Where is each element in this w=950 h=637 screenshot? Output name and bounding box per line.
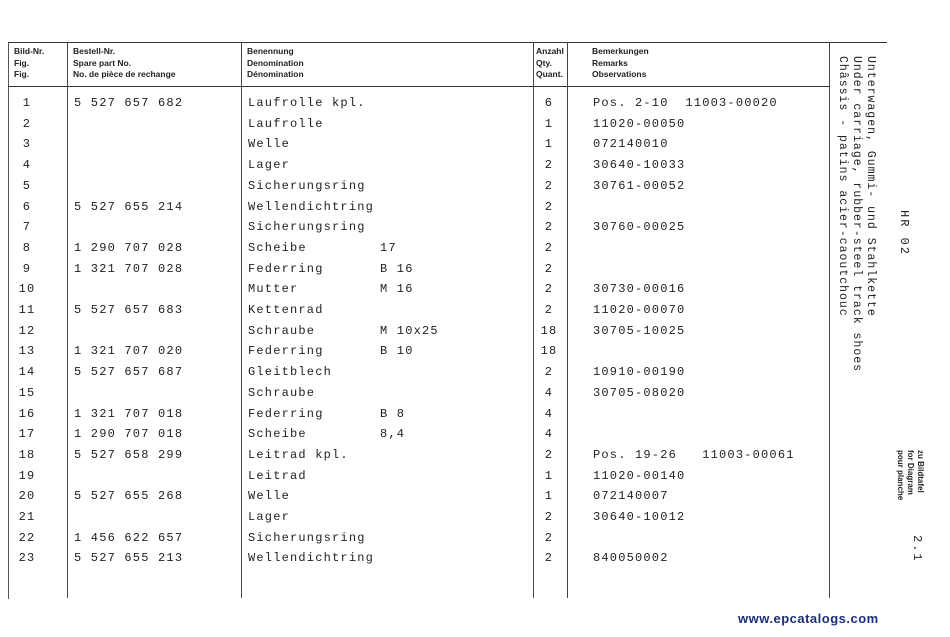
table-row: [0, 551, 830, 571]
table-row: [0, 241, 830, 261]
table-row: [0, 386, 830, 406]
fig-number: 2: [22, 116, 32, 131]
remark: 30705-08020: [593, 385, 686, 400]
fig-number: 1: [22, 96, 32, 110]
fig-number: 8: [22, 240, 32, 255]
section-title: Unterwagen, Gummi- und Stahlkette Under carriage, rubber-steel track shoes Châssis - patins acier-caoutchouc: [836, 56, 877, 373]
denomination: Sicherungsring: [248, 530, 366, 545]
quantity: 4: [544, 385, 554, 400]
part-number: 1 290 707 018: [74, 427, 184, 442]
remark: 072140010: [593, 137, 669, 152]
quantity: 1: [544, 468, 554, 483]
denomination: Schraube: [248, 323, 316, 338]
quantity: 2: [544, 551, 554, 566]
part-number: 5 527 655 214: [74, 199, 184, 214]
part-number: 5 527 658 299: [74, 447, 184, 462]
table-row: [0, 489, 830, 509]
part-number: 5 527 655 268: [74, 489, 184, 504]
quantity: 2: [544, 158, 554, 173]
fig-number: 20: [18, 489, 36, 504]
diagram-number: 2.1: [910, 535, 924, 563]
table-row: [0, 282, 830, 302]
denomination: Gleitblech: [248, 365, 333, 380]
size-spec: B 8: [380, 406, 406, 421]
size-spec: M 10x25: [380, 323, 439, 338]
diagram-label: zu Bildtafel for Diagram pour planche: [896, 450, 925, 501]
fig-number: 12: [18, 323, 36, 338]
denomination: Wellendichtring: [248, 551, 375, 566]
part-number: 5 527 657 687: [74, 365, 184, 380]
table-row: [0, 531, 830, 551]
remark: 10910-00190: [593, 365, 686, 380]
quantity: 1: [544, 137, 554, 152]
quantity: 2: [544, 261, 554, 276]
table-row: [0, 448, 830, 468]
denomination: Federring: [248, 406, 324, 421]
remark: 30730-00016: [593, 282, 686, 297]
size-spec: M 16: [380, 282, 414, 297]
quantity: 2: [544, 178, 554, 193]
quantity: 2: [544, 282, 554, 297]
denomination: Schraube: [248, 385, 316, 400]
fig-number: 22: [18, 530, 36, 545]
quantity: 6: [544, 96, 554, 110]
fig-number: 13: [18, 344, 36, 359]
quantity: 2: [544, 510, 554, 524]
quantity: 18: [540, 344, 558, 359]
denomination: Leitrad kpl.: [248, 447, 349, 462]
remark: 11020-00070: [593, 303, 686, 317]
denomination: Sicherungsring: [248, 178, 366, 193]
denomination: Scheibe: [248, 427, 307, 442]
footer-url: www.epcatalogs.com: [738, 611, 879, 626]
part-number: 1 290 707 028: [74, 240, 184, 255]
remark: 30760-00025: [593, 220, 686, 235]
fig-number: 3: [22, 137, 32, 152]
denomination: Laufrolle kpl.: [248, 96, 366, 110]
part-number: 5 527 657 683: [74, 303, 184, 317]
size-spec: 17: [380, 240, 397, 255]
quantity: 2: [544, 240, 554, 255]
table-row: [0, 427, 830, 447]
denomination: Lager: [248, 510, 291, 524]
remark: 840050002: [593, 551, 669, 566]
header-divider: [8, 86, 830, 87]
table-row: [0, 303, 830, 323]
quantity: 2: [544, 365, 554, 380]
quantity: 18: [540, 323, 558, 338]
denomination: Welle: [248, 137, 291, 152]
table-row: [0, 179, 830, 199]
denomination: Lager: [248, 158, 291, 173]
part-number: 5 527 655 213: [74, 551, 184, 566]
fig-number: 21: [18, 510, 36, 524]
table-row: [0, 262, 830, 282]
remark: 30640-10033: [593, 158, 686, 173]
fig-number: 11: [18, 303, 36, 317]
fig-number: 6: [22, 199, 32, 214]
fig-number: 7: [22, 220, 32, 235]
quantity: 2: [544, 199, 554, 214]
table-row: [0, 220, 830, 240]
part-number: 1 321 707 018: [74, 406, 184, 421]
header-denomination: Benennung Denomination Dénomination: [247, 46, 304, 79]
remark: 30761-00052: [593, 178, 686, 193]
remark: 30705-10025: [593, 323, 686, 338]
header-fig: Bild-Nr. Fig. Fig.: [14, 46, 45, 79]
denomination: Federring: [248, 261, 324, 276]
fig-number: 5: [22, 178, 32, 193]
quantity: 2: [544, 220, 554, 235]
denomination: Sicherungsring: [248, 220, 366, 235]
table-row: [0, 324, 830, 344]
fig-number: 10: [18, 282, 36, 297]
remark: Pos. 2-10 11003-00020: [593, 96, 778, 110]
remark: 11020-00140: [593, 468, 686, 483]
fig-number: 17: [18, 427, 36, 442]
header-remarks: Bemerkungen Remarks Observations: [592, 46, 649, 79]
fig-number: 18: [18, 447, 36, 462]
size-spec: B 10: [380, 344, 414, 359]
table-row: [0, 510, 830, 530]
quantity: 4: [544, 406, 554, 421]
part-number: 1 321 707 028: [74, 261, 184, 276]
fig-number: 4: [22, 158, 32, 173]
fig-number: 16: [18, 406, 36, 421]
header-part-number: Bestell-Nr. Spare part No. No. de pièce de rechange: [73, 46, 176, 79]
quantity: 2: [544, 447, 554, 462]
remark: 30640-10012: [593, 510, 686, 524]
fig-number: 15: [18, 385, 36, 400]
part-number: 1 321 707 020: [74, 344, 184, 359]
quantity: 4: [544, 427, 554, 442]
quantity: 1: [544, 489, 554, 504]
denomination: Mutter: [248, 282, 299, 297]
quantity: 2: [544, 303, 554, 317]
denomination: Kettenrad: [248, 303, 324, 317]
part-number: 1 456 622 657: [74, 530, 184, 545]
quantity: 2: [544, 530, 554, 545]
table-row: [0, 158, 830, 178]
table-row: [0, 344, 830, 364]
table-row: [0, 117, 830, 137]
fig-number: 23: [18, 551, 36, 566]
denomination: Leitrad: [248, 468, 307, 483]
table-row: [0, 200, 830, 220]
remark: 072140007: [593, 489, 669, 504]
remark: 11020-00050: [593, 116, 686, 131]
header-quantity: Anzahl Qty. Quant.: [536, 46, 564, 79]
denomination: Scheibe: [248, 240, 307, 255]
denomination: Federring: [248, 344, 324, 359]
denomination: Welle: [248, 489, 291, 504]
fig-number: 19: [18, 468, 36, 483]
part-number: 5 527 657 682: [74, 96, 184, 110]
section-code: HR 02: [897, 210, 911, 257]
size-spec: 8,4: [380, 427, 406, 442]
fig-number: 14: [18, 365, 36, 380]
table-row: [0, 407, 830, 427]
table-row: [0, 365, 830, 385]
table-row: [0, 137, 830, 157]
denomination: Wellendichtring: [248, 199, 375, 214]
quantity: 1: [544, 116, 554, 131]
table-row: [0, 469, 830, 489]
table-row: [0, 96, 830, 116]
remark: Pos. 19-26 11003-00061: [593, 447, 795, 462]
denomination: Laufrolle: [248, 116, 324, 131]
size-spec: B 16: [380, 261, 414, 276]
fig-number: 9: [22, 261, 32, 276]
